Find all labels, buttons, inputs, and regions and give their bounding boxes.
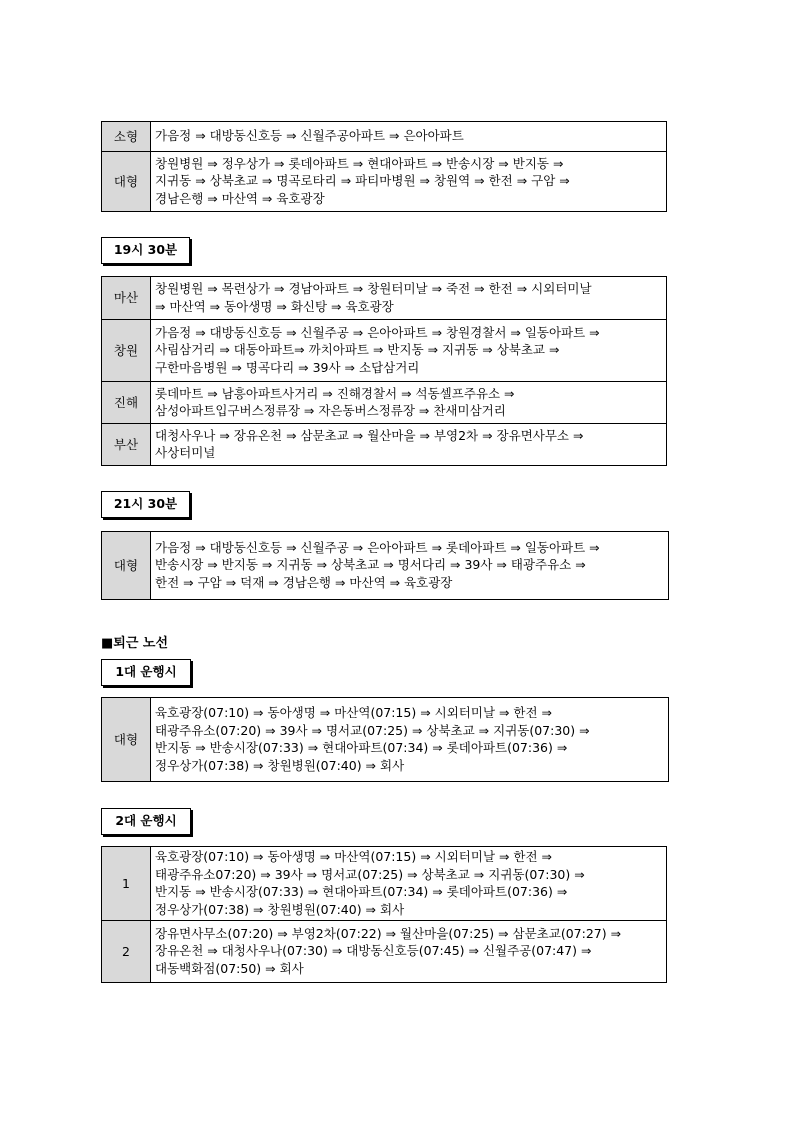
vehicle-count-box: 1대 운행시 xyxy=(101,659,191,686)
table-row xyxy=(102,921,667,983)
time-heading-box: 21시 30분 xyxy=(101,491,190,518)
route-type-label: 소형 xyxy=(102,122,151,152)
route-number-label: 1 xyxy=(102,847,151,921)
route-type-label: 진해 xyxy=(102,382,151,424)
table-row xyxy=(102,152,667,212)
table-row xyxy=(102,698,669,782)
route-stops: 창원병원 ⇒ 정우상가 ⇒ 롯데아파트 ⇒ 현대아파트 ⇒ 반송시장 ⇒ 반지동 ⇒ 지귀동 ⇒ 상북초교 ⇒ 명곡로타리 ⇒ 파티마병원 ⇒ 창원역 ⇒ 한전 ⇒ 구암 ⇒ 경남은행 ⇒ 마산역 ⇒ 육호광장 xyxy=(151,152,667,212)
route-stops: 육호광장(07:10) ⇒ 동아생명 ⇒ 마산역(07:15) ⇒ 시외터미날 ⇒ 한전 ⇒ 태광주유소(07:20) ⇒ 39사 ⇒ 명서교(07:25) ⇒ 상북초교 ⇒ 지귀동(07:30) ⇒ 반지동 ⇒ 반송시장(07:33) ⇒ 현대아파트(07:34) ⇒ 롯데아파트(07:36) ⇒ 정우상가(07:38) ⇒ 창원병원(07:40) ⇒ 회사 xyxy=(151,698,669,782)
route-table-morning-1 xyxy=(101,121,667,212)
route-table-2130 xyxy=(101,531,669,600)
table-row xyxy=(102,847,667,921)
route-type-label: 창원 xyxy=(102,320,151,382)
route-table-evening-2 xyxy=(101,846,667,983)
route-stops: 가음정 ⇒ 대방동신호등 ⇒ 신월주공아파트 ⇒ 은아아파트 xyxy=(151,122,667,152)
route-table-evening-1 xyxy=(101,697,669,782)
table-row xyxy=(102,122,667,152)
route-number-label: 2 xyxy=(102,921,151,983)
table-row xyxy=(102,382,667,424)
route-type-label: 마산 xyxy=(102,277,151,320)
vehicle-count-box: 2대 운행시 xyxy=(101,808,191,835)
table-row xyxy=(102,532,669,600)
table-row xyxy=(102,424,667,466)
route-type-label: 부산 xyxy=(102,424,151,466)
route-type-label: 대형 xyxy=(102,152,151,212)
route-stops: 대청사우나 ⇒ 장유온천 ⇒ 삼문초교 ⇒ 월산마을 ⇒ 부영2차 ⇒ 장유면사무소 ⇒ 사상터미널 xyxy=(151,424,667,466)
section-heading: ■퇴근 노선 xyxy=(101,636,169,651)
route-stops: 가음정 ⇒ 대방동신호등 ⇒ 신월주공 ⇒ 은아아파트 ⇒ 롯데아파트 ⇒ 일동아파트 ⇒ 반송시장 ⇒ 반지동 ⇒ 지귀동 ⇒ 상북초교 ⇒ 명서다리 ⇒ 39사 ⇒ 태광주유소 ⇒ 한전 ⇒ 구암 ⇒ 덕재 ⇒ 경남은행 ⇒ 마산역 ⇒ 육호광장 xyxy=(151,532,669,600)
route-type-label: 대형 xyxy=(102,698,151,782)
route-stops: 롯데마트 ⇒ 남흥아파트사거리 ⇒ 진해경찰서 ⇒ 석동셀프주유소 ⇒ 삼성아파트입구버스정류장 ⇒ 자은동버스정류장 ⇒ 찬새미삼거리 xyxy=(151,382,667,424)
table-row xyxy=(102,320,667,382)
route-stops: 육호광장(07:10) ⇒ 동아생명 ⇒ 마산역(07:15) ⇒ 시외터미날 ⇒ 한전 ⇒ 태광주유소07:20) ⇒ 39사 ⇒ 명서교(07:25) ⇒ 상북초교 ⇒ 지귀동(07:30) ⇒ 반지동 ⇒ 반송시장(07:33) ⇒ 현대아파트(07:34) ⇒ 롯데아파트(07:36) ⇒ 정우상가(07:38) ⇒ 창원병원(07:40) ⇒ 회사 xyxy=(151,847,667,921)
route-stops: 가음정 ⇒ 대방동신호등 ⇒ 신월주공 ⇒ 은아아파트 ⇒ 창원경찰서 ⇒ 일동아파트 ⇒ 사림삼거리 ⇒ 대동아파트⇒ 까치아파트 ⇒ 반지동 ⇒ 지귀동 ⇒ 상북초교 ⇒ 구한마음병원 ⇒ 명곡다리 ⇒ 39사 ⇒ 소답삼거리 xyxy=(151,320,667,382)
table-row xyxy=(102,277,667,320)
time-heading-box: 19시 30분 xyxy=(101,237,190,264)
route-table-1930 xyxy=(101,276,667,466)
route-stops: 장유면사무소(07:20) ⇒ 부영2차(07:22) ⇒ 월산마을(07:25) ⇒ 삼문초교(07:27) ⇒ 장유온천 ⇒ 대청사우나(07:30) ⇒ 대방동신호등(07:45) ⇒ 신월주공(07:47) ⇒ 대동백화점(07:50) ⇒ 회사 xyxy=(151,921,667,983)
route-type-label: 대형 xyxy=(102,532,151,600)
route-stops: 창원병원 ⇒ 목련상가 ⇒ 경남아파트 ⇒ 창원터미날 ⇒ 죽전 ⇒ 한전 ⇒ 시외터미날 ⇒ 마산역 ⇒ 동아생명 ⇒ 화신탕 ⇒ 육호광장 xyxy=(151,277,667,320)
